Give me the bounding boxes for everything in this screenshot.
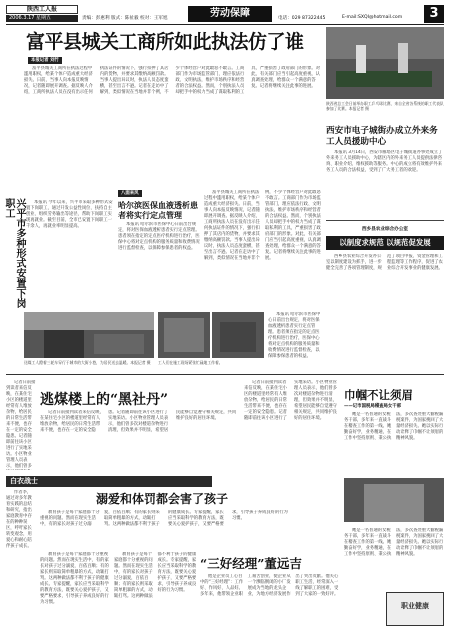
xingping-headline: 兴平市多种形式安置下岗职工 (3, 198, 25, 308)
women-photo (344, 478, 444, 522)
white-coat-banner: 白衣战士 (6, 476, 212, 487)
right-lower-body: 她是一名普通的女税务干部，多年来一直战斗在稽查工作的第一线。她勤奋好学，业务精通，在工作中坚持原则、秉公执法，多次查处重大偷税漏税案件，为国家挽回了大量经济损失。她以实际行动诠释了巾帼不让须眉的精神风貌。 (344, 528, 444, 557)
main-reporter: 本报记者 刘竹 (28, 57, 62, 64)
qu-headline: 以制度求规范 以规范促发展 (326, 236, 444, 250)
street-caption: 送煤工人蹬着三轮车穿行于城市的大街小巷，为居民送去温暖。本报记者 摄 (24, 360, 151, 365)
main-headline: 富平县城关工商所如此执法仿了谁 (26, 31, 304, 53)
xian-body: 本报讯 3月14日，西安市雁塔区电子城街道办事处成立了外来务工人员援助中心，为辖区内的外来务工人员提供法律咨询、职业介绍、维权援助等服务。中心的成立将有效维护外来务工人员的合法权益，受到了广大务工者的欢迎。 (326, 150, 443, 173)
section-divider (6, 374, 444, 375)
workers-side-body: 本报讯 哈尔滨市医保中心日前出台规定，将对医保血液透析患者实行定点管理。患者须在指定的定点医疗机构进行治疗，医保中心将对定点机构的服务质量和收费情况进行监督检查，以保障参保患者的权益。 (268, 312, 321, 359)
masthead (6, 5, 444, 23)
child-headline: 溺爱和体罚都会害了孩子 (96, 492, 229, 506)
xingping-body: 本报讯 今年以来，兴平市采取多种形式安置下岗职工，通过开发公益性岗位、扶持自主创业、组织劳务输出等途径，帮助下岗职工实现再就业。截至目前，全市已安置下岗职工一千余人，再就业率明显提高。 (26, 200, 113, 229)
lower-left-body: 教育孩子是每个家庭都十分重视的问题。然而在现实生活中，有的家长对孩子过分溺爱，百依百顺；有的家长则采取简单粗暴的方式，动辄打骂。这两种做法都不利于孩子的健康成长。专家提醒，家长应当采取科学的教育方法，既要关心爱护孩子，又要严格要求，引导孩子养成良好的行为习惯。 (40, 552, 109, 605)
qu-divider (326, 220, 444, 221)
harbin-body: 本报讯 哈尔滨市医保中心日前出台规定，将对医保血液透析患者实行定点管理。患者须在指定的定点医疗机构进行治疗，医保中心将对定点机构的服务质量和收费情况进行监督检查，以保障参保患者的权益。 (118, 222, 200, 251)
child-body: 教育孩子是每个家庭都十分重视的问题。然而在现实生活中，有的家长对孩子过分溺爱，百依百顺；有的家长则采取简单粗暴的方式，动辄打骂。这两种做法都不利于孩子的健康成长。专家提醒，家长应当采取科学的教育方法，既要关心爱护孩子，又要严格要求，引导孩子养成良好的行为习惯。 (40, 510, 288, 527)
boss-headline: “三好经理”董远吉 (200, 556, 302, 571)
page-number: 3 (424, 5, 444, 23)
phone-line: 电话：029 87322445 (278, 16, 326, 21)
qu-body: 西乡县农业综合开发办公室以制度建设为抓手，进一步健全完善了各项管理制度，规范了项目申报、资金管理和工程监理等工作程序，促进了农业综合开发事业的健康发展。 (326, 254, 443, 271)
table-tennis-caption: 陕西省总工会日前举办职工乒乓球比赛，来自全省各系统的职工代表队参加了比赛。本报记者 摄 (326, 101, 444, 111)
main-continued-body: 富平县城关工商所在执法过程中滥用职权，给某个体户造成重大经济损失。日前，当事人向本报反映情况，记者随即展开调查。据反映人介绍，工商所执法人员在没有出示任何执法证件的情况下，强行扣押了其店内的货物，并要求其缴纳高额罚款。当事人提出异议时，执法人员态度蛮横，甚至出言不逊。记者在走访中了解到，类似情况在当地并非个例，不少个体经营户对此敢怒不敢言。工商部门作为市场监管部门，理应依法行政、文明执法，维护市场秩序和经营者的合法权益。然而，个别执法人员却把手中的权力当成了谋取私利的工具，严重损害了政府部门的形象。对此，有关部门应当引起高度重视，认真调查处理，给群众一个满意的答复。记者将继续关注此事的进展。 (204, 190, 321, 261)
section-title: 劳动保障 (188, 6, 272, 22)
editors-line: 责编：彭惠利 版式：陈祉毅 校对：王军旭 (82, 16, 168, 21)
issue-date: 2006.3.17 星期五 (6, 15, 78, 22)
women-headline: 巾帼不让须眉 (344, 388, 413, 402)
blackshoe-continued-body: 记者日前接到读者来信反映，在某住宅小区的楼道里经常有人堆放杂物，给居民的日常生活带来不便，也存在一定的安全隐患。记者随即前往该小区进行了实地采访。小区物业管理人员表示，他们曾多次对楼道杂物进行清理，但效果并不明显，希望居民能够自觉遵守相关规定，共同维护良好的居住环境。 (244, 380, 337, 421)
email-line: E-mail:SXQI@hotmail.com (342, 15, 403, 20)
main-article-body: 富平县城关工商所在执法过程中滥用职权，给某个体户造成重大经济损失。日前，当事人向本报反映情况，记者随即展开调查。据反映人介绍，工商所执法人员在没有出示任何执法证件的情况下，强行扣押了其店内的货物，并要求其缴纳高额罚款。当事人提出异议时，执法人员态度蛮横，甚至出言不逊。记者在走访中了解到，类似情况在当地并非个例，不少个体经营户对此敢怒不敢言。工商部门作为市场监管部门，理应依法行政、文明执法，维护市场秩序和经营者的合法权益。然而，个别执法人员却把手中的权力当成了谋取私利的工具，严重损害了政府部门的形象。对此，有关部门应当引起高度重视，认真调查处理，给群众一个满意的答复。记者将继续关注此事的进展。 (24, 66, 320, 95)
women-subtitle: ——记市国税局稽查局女干部 (344, 404, 402, 409)
health-ad-text: 职业健康 (401, 602, 429, 610)
blackshoe-body: 记者日前接到读者来信反映，在某住宅小区的楼道里经常有人堆放杂物，给居民的日常生活带来不便，也存在一定的安全隐患。记者随即前往该小区进行了实地采访。小区物业管理人员表示，他们曾多次对楼道杂物进行清理，但效果并不明显，希望居民能够自觉遵守相关规定，共同维护良好的居住环境。 (40, 410, 237, 433)
harbin-section-tag: 八面来风 (118, 190, 142, 197)
left-strip-body: 作者李， 通过对多年教育实践的总结和研究，指出家庭教育中存在的种种误区，呼吁家长转变观念，用爱心和耐心陪伴孩子成长。 (6, 490, 32, 549)
newspaper-logo: 陕西工人报 (6, 5, 78, 14)
boss-body: 他是企业员工心目中的“三好经理”：工作好、作风好、人品好。多年来，他带领企业职工艰苦创业，使企业从一个濒临倒闭的小厂发展成为当地的龙头企业，为地方经济发展作出了突出贡献。他关心职工生活，经常深入一线了解职工的困难，受到了大家的一致好评。 (200, 574, 339, 597)
table-tennis-photo (326, 27, 444, 99)
qu-tag: 西乡县农业综合办公室 (362, 227, 408, 232)
masthead-rule (6, 24, 444, 25)
lower-mid-body: 教育孩子是每个家庭都十分重视的问题。然而在现实生活中，有的家长对孩子过分溺爱，百依百顺；有的家长则采取简单粗暴的方式，动辄打骂。这两种做法都不利于孩子的健康成长。专家提醒，家长应当采取科学的教育方法，既要关心爱护孩子，又要严格要求，引导孩子养成良好的行为习惯。 (114, 552, 197, 599)
blackshoe-headline: 逃煤楼上的“黑社丹” (40, 392, 169, 408)
workers-photo-2 (212, 312, 264, 358)
xian-headline: 西安市电子城街办成立外来务工人员援助中心 (326, 126, 438, 147)
street-photo (24, 312, 154, 358)
workers-caption: 工人们在施工现场紧张忙碌地工作着。 (158, 360, 223, 365)
women-body: 她是一名普通的女税务干部，多年来一直战斗在稽查工作的第一线。她勤奋好学，业务精通，在工作中坚持原则、秉公执法，多次查处重大偷税漏税案件，为国家挽回了大量经济损失。她以实际行动诠释了巾帼不让须眉的精神风貌。 (344, 412, 444, 441)
health-ad (386, 592, 444, 626)
harbin-headline: 哈尔滨医保血液透析患者将实行定点管理 (118, 200, 198, 220)
workers-photo-1 (158, 312, 210, 358)
left-column-body: 记者日前接到读者来信反映，在某住宅小区的楼道里经常有人堆放杂物，给居民的日常生活带来不便，也存在一定的安全隐患。记者随即前往该小区进行了实地采访。小区物业管理人员表示，他们曾多 (6, 380, 36, 469)
